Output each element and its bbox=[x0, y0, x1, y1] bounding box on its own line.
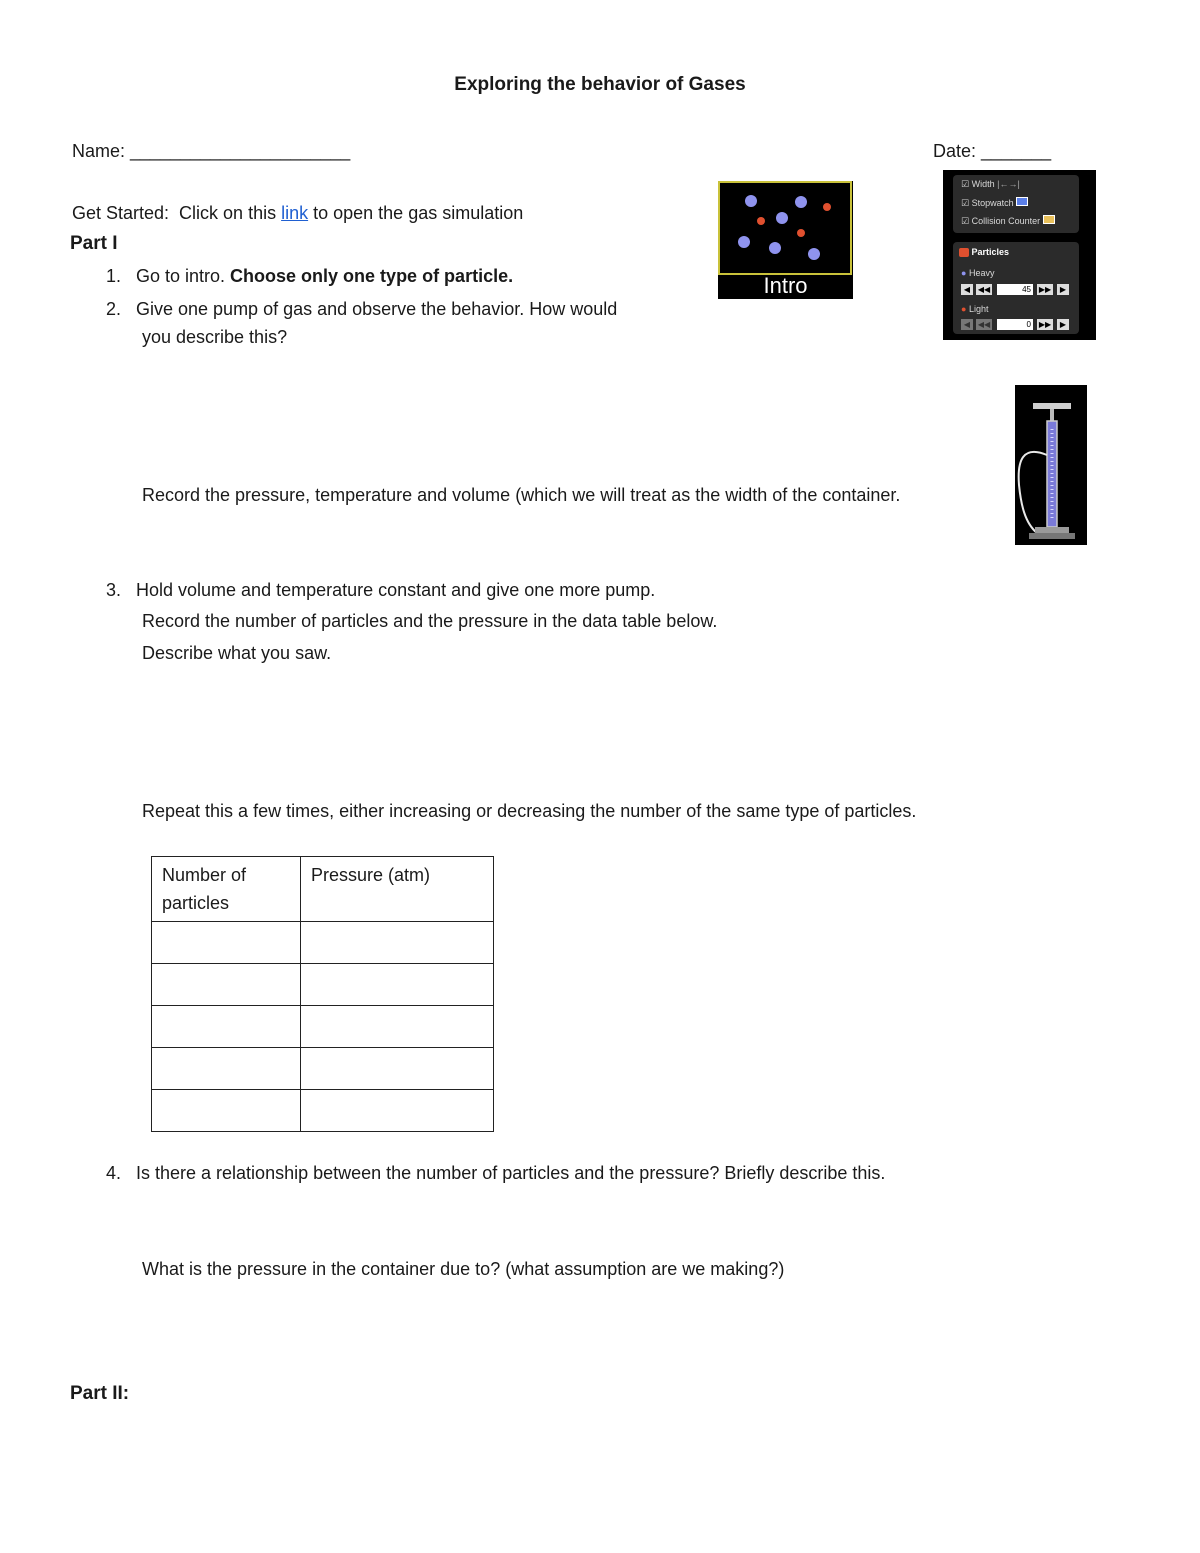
light-particle bbox=[823, 203, 831, 211]
heavy-particle bbox=[808, 248, 820, 260]
heavy-label: Heavy bbox=[968, 268, 995, 278]
light-row: ● Light bbox=[961, 304, 989, 314]
checkbox-collision-counter: ☑ Collision Counter bbox=[961, 215, 1055, 227]
table-row bbox=[152, 1006, 494, 1048]
repeat-instruction: Repeat this a few times, either increasing or decreasing the number of the same type of particles. bbox=[142, 801, 917, 821]
table-row bbox=[152, 1090, 494, 1132]
question-4 bbox=[106, 1162, 885, 1184]
table-cell[interactable] bbox=[301, 922, 494, 964]
part2-heading: Part II: bbox=[70, 1383, 130, 1404]
question-2-line2: you describe this? bbox=[142, 327, 288, 347]
question-number: 1. bbox=[106, 266, 122, 286]
pump-handle bbox=[1033, 403, 1071, 409]
question-4-text: Is there a relationship between the number of particles and the pressure? Briefly describe this. bbox=[136, 1163, 886, 1183]
question-3-line3: Describe what you saw. bbox=[142, 643, 332, 663]
light-label: Light bbox=[968, 304, 989, 314]
name-blank: ______________________ bbox=[130, 141, 351, 161]
table-cell[interactable] bbox=[152, 1048, 301, 1090]
controls-panel-image bbox=[943, 170, 1096, 340]
table-header-pressure bbox=[301, 857, 494, 922]
get-started-suffix: to open the gas simulation bbox=[308, 203, 524, 223]
particles-label: Particles bbox=[971, 247, 1010, 257]
name-label: Name: bbox=[72, 141, 126, 161]
collapse-icon bbox=[959, 248, 969, 257]
question-number: 4. bbox=[106, 1163, 122, 1183]
table-header-particles bbox=[152, 857, 301, 922]
table-header-row bbox=[152, 857, 494, 922]
question-3-line2: Record the number of particles and the pressure in the data table below. bbox=[142, 611, 718, 631]
intro-screen-image bbox=[718, 181, 853, 299]
part1-heading: Part I bbox=[70, 233, 118, 254]
data-table bbox=[151, 856, 494, 1132]
date-blank: _______ bbox=[981, 141, 1052, 161]
question-1-emphasis: Choose only one type of particle. bbox=[230, 266, 514, 286]
table-row bbox=[152, 1048, 494, 1090]
pump-base bbox=[1035, 527, 1069, 533]
table-cell[interactable] bbox=[301, 1048, 494, 1090]
stopwatch-icon bbox=[1016, 197, 1028, 206]
table-cell[interactable] bbox=[301, 1090, 494, 1132]
last-icon: ▶ bbox=[1057, 319, 1069, 330]
get-started-prefix: Get Started: Click on this bbox=[72, 203, 282, 223]
table-cell[interactable] bbox=[152, 1006, 301, 1048]
checkbox-label: Collision Counter bbox=[971, 216, 1041, 226]
pump-foot bbox=[1029, 533, 1075, 539]
question-number: 3. bbox=[106, 580, 122, 600]
table-cell[interactable] bbox=[152, 1090, 301, 1132]
record-instruction: Record the pressure, temperature and volume (which we will treat as the width of the container. bbox=[142, 485, 901, 505]
table-cell[interactable] bbox=[152, 964, 301, 1006]
first-icon: ◀ bbox=[961, 319, 973, 330]
table-cell[interactable] bbox=[152, 922, 301, 964]
table-row bbox=[152, 964, 494, 1006]
header-text: Number of particles bbox=[162, 865, 247, 913]
heavy-particle bbox=[738, 236, 750, 248]
light-stepper bbox=[961, 319, 1073, 330]
light-count-field: 0 bbox=[997, 319, 1033, 330]
table-row bbox=[152, 922, 494, 964]
pump-icon bbox=[1015, 385, 1087, 545]
counter-icon bbox=[1043, 215, 1055, 224]
options-box bbox=[953, 175, 1079, 233]
name-line bbox=[72, 140, 350, 162]
question-1 bbox=[106, 265, 513, 287]
last-icon: ▶ bbox=[1057, 284, 1069, 295]
heavy-particle bbox=[776, 212, 788, 224]
heavy-count-field: 45 bbox=[997, 284, 1033, 295]
intro-label: Intro bbox=[763, 273, 808, 298]
question-number: 2. bbox=[106, 299, 122, 319]
question-2 bbox=[106, 298, 617, 320]
first-icon: ◀ bbox=[961, 284, 973, 295]
light-particle bbox=[757, 217, 765, 225]
question-1-text: Go to intro. bbox=[136, 266, 231, 286]
question-3 bbox=[106, 579, 655, 601]
heavy-row: ● Heavy bbox=[961, 268, 995, 278]
pump-hose bbox=[1019, 452, 1047, 533]
checkbox-label: Width bbox=[971, 179, 995, 189]
checkbox-stopwatch: ☑ Stopwatch bbox=[961, 197, 1028, 209]
pressure-question: What is the pressure in the container due to? (what assumption are we making?) bbox=[142, 1259, 785, 1279]
get-started-line bbox=[72, 202, 523, 224]
page-title: Exploring the behavior of Gases bbox=[454, 74, 746, 95]
checkbox-width: ☑ Width |←→| bbox=[961, 179, 1020, 189]
heavy-particle bbox=[795, 196, 807, 208]
question-2-line1: Give one pump of gas and observe the behavior. How would bbox=[136, 299, 618, 319]
simulation-link[interactable]: link bbox=[281, 203, 309, 223]
particles-box bbox=[953, 242, 1079, 334]
heavy-particle bbox=[769, 242, 781, 254]
light-particle bbox=[797, 229, 805, 237]
intro-frame bbox=[719, 182, 851, 274]
table-cell[interactable] bbox=[301, 964, 494, 1006]
pump-image bbox=[1015, 385, 1087, 545]
heavy-particle bbox=[745, 195, 757, 207]
table-cell[interactable] bbox=[301, 1006, 494, 1048]
header-text: Pressure (atm) bbox=[311, 865, 431, 885]
rewind-icon: ◀◀ bbox=[977, 285, 991, 294]
date-line bbox=[933, 140, 1051, 162]
checkbox-label: Stopwatch bbox=[971, 198, 1014, 208]
date-label: Date: bbox=[933, 141, 977, 161]
heavy-stepper bbox=[961, 284, 1073, 295]
forward-icon: ▶▶ bbox=[1038, 285, 1052, 294]
question-3-line1: Hold volume and temperature constant and give one more pump. bbox=[136, 580, 656, 600]
rewind-icon: ◀◀ bbox=[977, 320, 991, 329]
forward-icon: ▶▶ bbox=[1038, 320, 1052, 329]
particles-header bbox=[959, 247, 1009, 257]
